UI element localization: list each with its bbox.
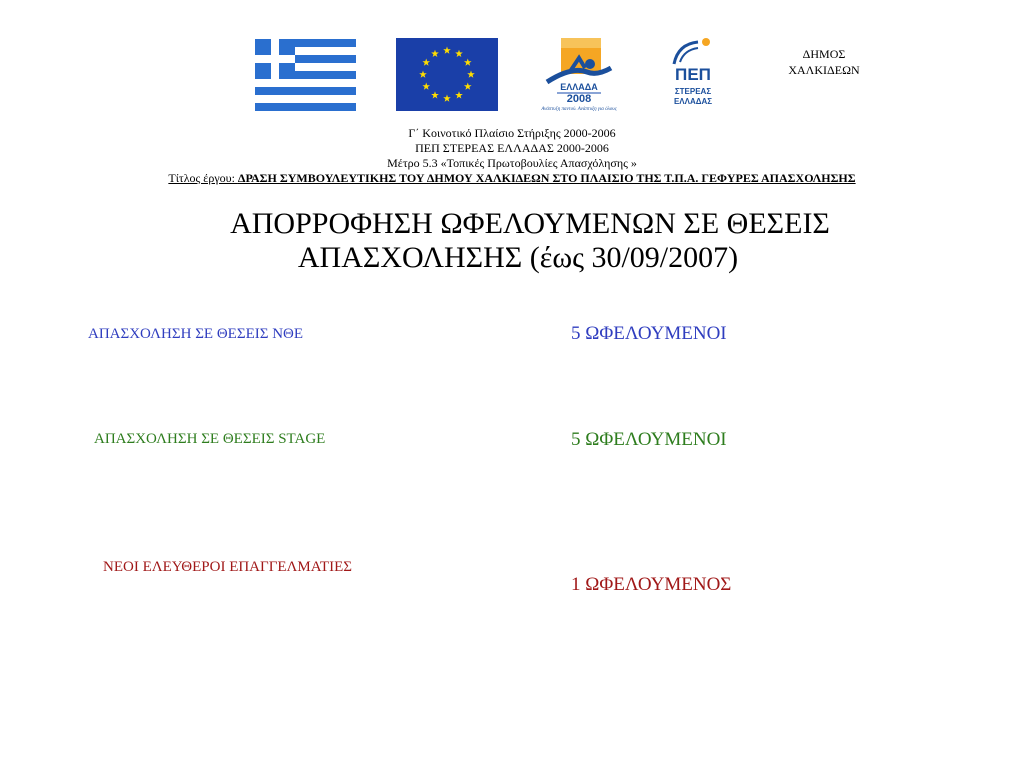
page-title bbox=[0, 207, 1024, 275]
project-title-line bbox=[0, 171, 1024, 186]
page-title-line-1: ΑΠΟΡΡΟΦΗΣΗ ΩΦΕΛΟΥΜΕΝΩΝ ΣΕ ΘΕΣΕΙΣ bbox=[230, 207, 830, 240]
eu-flag-icon bbox=[396, 38, 498, 111]
pep-name: ΠΕΠ bbox=[675, 65, 711, 84]
project-label: Τίτλος έργου: bbox=[168, 171, 238, 185]
row-label-stage: ΑΠΑΣΧΟΛΗΣΗ ΣΕ ΘΕΣΕΙΣ STAGE bbox=[94, 431, 326, 447]
ellada-2008-slogan: Ανάπτυξη παντού. Ανάπτυξη για όλους bbox=[541, 107, 617, 112]
greek-flag-icon bbox=[255, 39, 356, 111]
funding-header bbox=[0, 126, 1024, 186]
page-title-line-2: ΑΠΑΣΧΟΛΗΣΗΣ (έως 30/09/2007) bbox=[297, 241, 739, 274]
program-line: ΠΕΠ ΣΤΕΡΕΑΣ ΕΛΛΑΔΑΣ 2000-2006 bbox=[415, 141, 609, 155]
row-value-freelancers: 1 ΩΦΕΛΟΥΜΕΝΟΣ bbox=[571, 574, 732, 595]
measure-line: Μέτρο 5.3 «Τοπικές Πρωτοβουλίες Απασχόλησης » bbox=[387, 156, 637, 170]
municipality-line-2: ΧΑΛΚΙΔΕΩΝ bbox=[788, 63, 860, 77]
municipality-name bbox=[762, 46, 886, 78]
pep-subtitle-2: ΕΛΛΑΔΑΣ bbox=[673, 97, 713, 106]
project-title: ΔΡΑΣΗ ΣΥΜΒΟΥΛΕΥΤΙΚΗΣ ΤΟΥ ΔΗΜΟΥ ΧΑΛΚΙΔΕΩΝ ΣΤΟ ΠΛΑΙΣΙΟ ΤΗΣ Τ.Π.Α. ΓΕΦΥΡΕΣ ΑΠΑΣΧΟΛΗΣΗΣ bbox=[237, 171, 856, 185]
row-label-nthe: ΑΠΑΣΧΟΛΗΣΗ ΣΕ ΘΕΣΕΙΣ ΝΘΕ bbox=[88, 326, 304, 342]
row-label-freelancers: ΝΕΟΙ ΕΛΕΥΘΕΡΟΙ ΕΠΑΓΓΕΛΜΑΤΙΕΣ bbox=[103, 559, 352, 575]
municipality-line-1: ΔΗΜΟΣ bbox=[802, 47, 846, 61]
ellada-2008-name: ΕΛΛΑΔΑ bbox=[560, 82, 598, 92]
pep-subtitle-1: ΣΤΕΡΕΑΣ bbox=[674, 87, 712, 96]
framework-line: Γ΄ Κοινοτικό Πλαίσιο Στήριξης 2000-2006 bbox=[408, 126, 616, 140]
ellada-2008-year: 2008 bbox=[566, 93, 592, 105]
row-value-stage: 5 ΩΦΕΛΟΥΜΕΝΟΙ bbox=[571, 429, 727, 450]
row-value-nthe: 5 ΩΦΕΛΟΥΜΕΝΟΙ bbox=[571, 323, 727, 344]
ellada-2008-logo bbox=[527, 38, 632, 112]
pep-logo bbox=[668, 36, 718, 108]
